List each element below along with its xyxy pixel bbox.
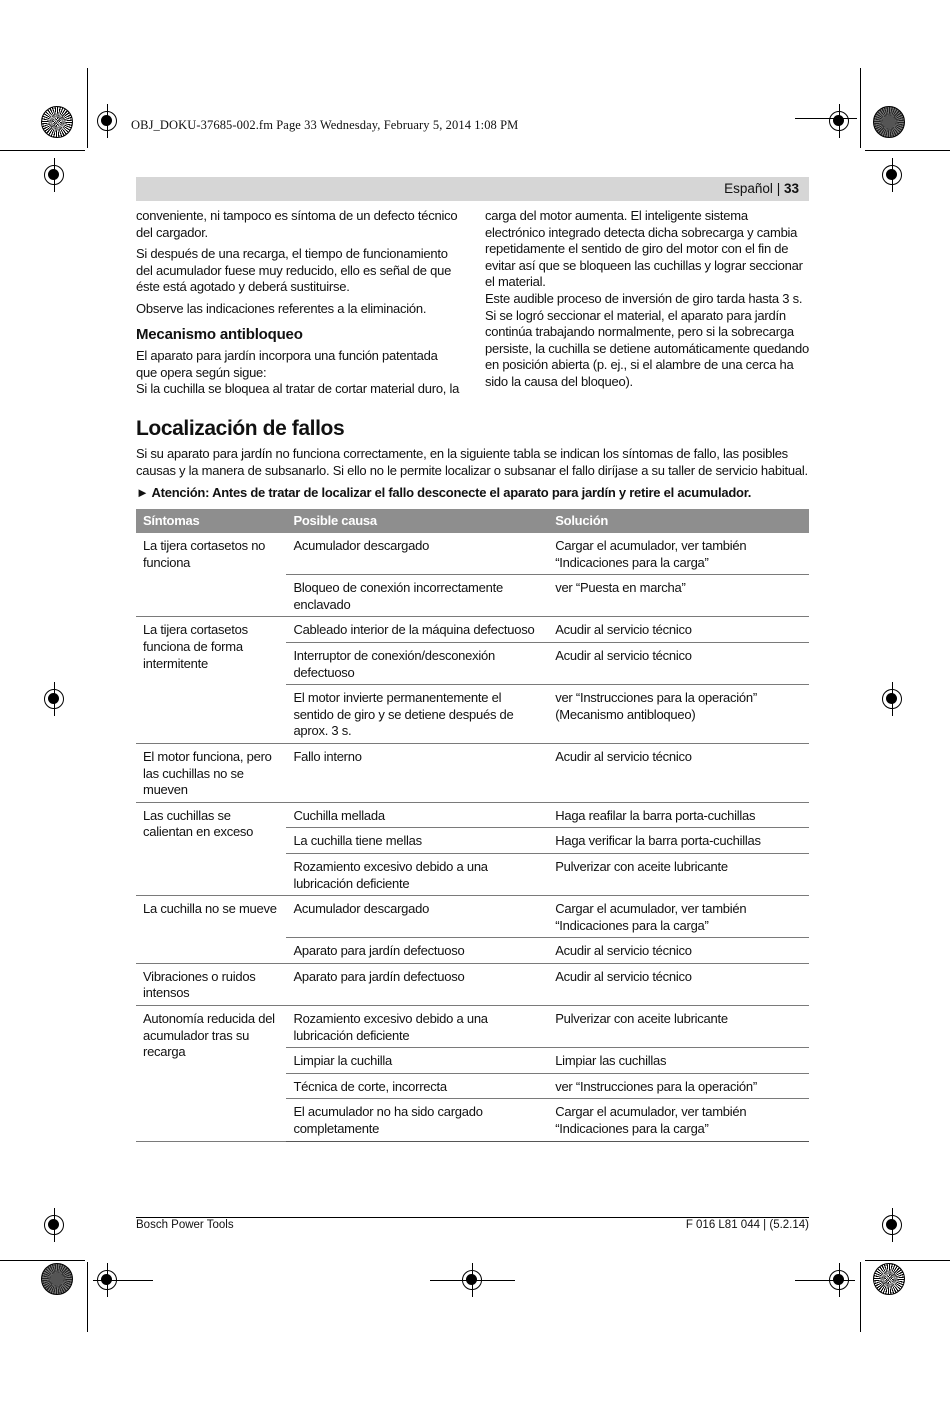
column-header-symptoms: Síntomas <box>136 509 286 533</box>
solution-cell: Limpiar las cuchillas <box>548 1048 809 1074</box>
table-row <box>136 533 809 575</box>
table-row <box>136 617 809 643</box>
cause-cell: Cableado interior de la máquina defectuoso <box>286 617 548 643</box>
crosshair-icon <box>97 111 117 131</box>
solution-cell: Acudir al servicio técnico <box>548 743 809 802</box>
solution-cell: Pulverizar con aceite lubricante <box>548 853 809 895</box>
symptom-cell: La cuchilla no se mueve <box>136 896 286 964</box>
right-column <box>485 208 809 396</box>
paragraph: Este audible proceso de inversión de giro tarda hasta 3 s. <box>485 290 803 306</box>
troubleshooting-table <box>136 509 809 1142</box>
warning-arrow-icon: ► <box>136 485 149 500</box>
cause-cell: El acumulador no ha sido cargado completamente <box>286 1099 548 1141</box>
crosshair-icon <box>44 165 64 185</box>
solution-cell: Haga reafilar la barra porta-cuchillas <box>548 802 809 828</box>
footer-rule <box>136 1217 809 1218</box>
cause-cell: Rozamiento excesivo debido a una lubricación deficiente <box>286 853 548 895</box>
cause-cell: Acumulador descargado <box>286 533 548 575</box>
symptom-cell: Vibraciones o ruidos intensos <box>136 963 286 1005</box>
crosshair-icon <box>882 1215 902 1235</box>
table-row <box>136 896 809 938</box>
table-row <box>136 743 809 802</box>
solution-cell: ver “Instrucciones para la operación” <box>548 1073 809 1099</box>
crosshair-icon <box>829 111 849 131</box>
symptom-cell: Las cuchillas se calientan en exceso <box>136 802 286 895</box>
solution-cell: Acudir al servicio técnico <box>548 642 809 684</box>
column-header-solution: Solución <box>548 509 809 533</box>
paragraph: Si se logró seccionar el material, el aparato para jardín continúa trabajando normalmente, pero si la sobrecarga persiste, la cuchilla se detiene automáticamente quedando en posición abierta (p. ej., si el alambre de una cerca ha sido la causa del bloqueo). <box>485 307 809 389</box>
solution-cell: ver “Puesta en marcha” <box>548 575 809 617</box>
symptom-cell: La tijera cortasetos funciona de forma intermitente <box>136 617 286 744</box>
symptom-cell: Autonomía reducida del acumulador tras su recarga <box>136 1006 286 1142</box>
warning-note <box>136 485 812 500</box>
registration-rosette-icon <box>873 106 905 138</box>
paragraph: El aparato para jardín incorpora una función patentada que opera según sigue: <box>136 348 438 380</box>
table-row <box>136 963 809 1005</box>
cause-cell: Aparato para jardín defectuoso <box>286 963 548 1005</box>
solution-cell: Acudir al servicio técnico <box>548 617 809 643</box>
table-row <box>136 1006 809 1048</box>
footer-brand: Bosch Power Tools <box>136 1219 234 1231</box>
symptom-cell: La tijera cortasetos no funciona <box>136 533 286 617</box>
cause-cell: Técnica de corte, incorrecta <box>286 1073 548 1099</box>
registration-rosette-icon <box>41 1263 73 1295</box>
registration-rosette-icon <box>873 1263 905 1295</box>
symptom-cell: El motor funciona, pero las cuchillas no se mueven <box>136 743 286 802</box>
crosshair-icon <box>829 1270 849 1290</box>
running-header <box>136 177 809 201</box>
cause-cell: Aparato para jardín defectuoso <box>286 938 548 964</box>
crosshair-icon <box>462 1270 482 1290</box>
cause-cell: Acumulador descargado <box>286 896 548 938</box>
crosshair-icon <box>882 165 902 185</box>
cause-cell: La cuchilla tiene mellas <box>286 828 548 854</box>
cause-cell: Cuchilla mellada <box>286 802 548 828</box>
registration-rosette-icon <box>41 106 73 138</box>
column-header-cause: Posible causa <box>286 509 548 533</box>
crosshair-icon <box>44 689 64 709</box>
solution-cell: Pulverizar con aceite lubricante <box>548 1006 809 1048</box>
header-separator: | <box>776 181 781 196</box>
cause-cell: El motor invierte permanentemente el sentido de giro y se detiene después de aprox. 3 s. <box>286 685 548 744</box>
table-header-row <box>136 509 809 533</box>
cause-cell: Fallo interno <box>286 743 548 802</box>
section-intro: Si su aparato para jardín no funciona correctamente, en la siguiente tabla se indican los síntomas de fallo, las posibles causas y la manera de subsanarlo. Si ello no le permite localizar o subsanar el fallo diríjase a su taller de servicio habitual. <box>136 446 808 478</box>
paragraph: carga del motor aumenta. El inteligente sistema electrónico integrado detecta dicha sobrecarga y cambia repetidamente el sentido de giro del motor con el fin de evitar así que se bloqueen las cuchillas y lograr seccionar el material. <box>485 208 803 290</box>
paragraph: conveniente, ni tampoco es síntoma de un defecto técnico del cargador. <box>136 208 458 240</box>
crosshair-icon <box>97 1270 117 1290</box>
cause-cell: Limpiar la cuchilla <box>286 1048 548 1074</box>
cause-cell: Interruptor de conexión/desconexión defectuoso <box>286 642 548 684</box>
solution-cell: Haga verificar la barra porta-cuchillas <box>548 828 809 854</box>
left-column <box>136 208 460 403</box>
paragraph: Observe las indicaciones referentes a la eliminación. <box>136 300 427 316</box>
table-body <box>136 533 809 1141</box>
paragraph: Si después de una recarga, el tiempo de funcionamiento del acumulador fuese muy reducido, ello es señal de que éste está agotado y deberá sustituirse. <box>136 246 452 295</box>
header-language: Español <box>724 181 773 196</box>
footer-doc-id: F 016 L81 044 | (5.2.14) <box>685 1219 809 1231</box>
page-number: 33 <box>783 181 799 196</box>
crosshair-icon <box>44 1215 64 1235</box>
solution-cell: Cargar el acumulador, ver también “Indicaciones para la carga” <box>548 533 809 575</box>
crosshair-icon <box>882 689 902 709</box>
solution-cell: ver “Instrucciones para la operación” (Mecanismo antibloqueo) <box>548 685 809 744</box>
table-row <box>136 802 809 828</box>
solution-cell: Acudir al servicio técnico <box>548 938 809 964</box>
warning-text: Atención: Antes de tratar de localizar el fallo desconecte el aparato para jardín y retire el acumulador. <box>151 485 752 500</box>
solution-cell: Acudir al servicio técnico <box>548 963 809 1005</box>
cause-cell: Bloqueo de conexión incorrectamente enclavado <box>286 575 548 617</box>
print-slug: OBJ_DOKU-37685-002.fm Page 33 Wednesday, February 5, 2014 1:08 PM <box>131 118 519 132</box>
cause-cell: Rozamiento excesivo debido a una lubricación deficiente <box>286 1006 548 1048</box>
solution-cell: Cargar el acumulador, ver también “Indicaciones para la carga” <box>548 1099 809 1141</box>
section-title: Localización de fallos <box>136 417 345 440</box>
subheading: Mecanismo antibloqueo <box>136 325 303 343</box>
paragraph: Si la cuchilla se bloquea al tratar de cortar material duro, la <box>136 381 460 397</box>
solution-cell: Cargar el acumulador, ver también “Indicaciones para la carga” <box>548 896 809 938</box>
